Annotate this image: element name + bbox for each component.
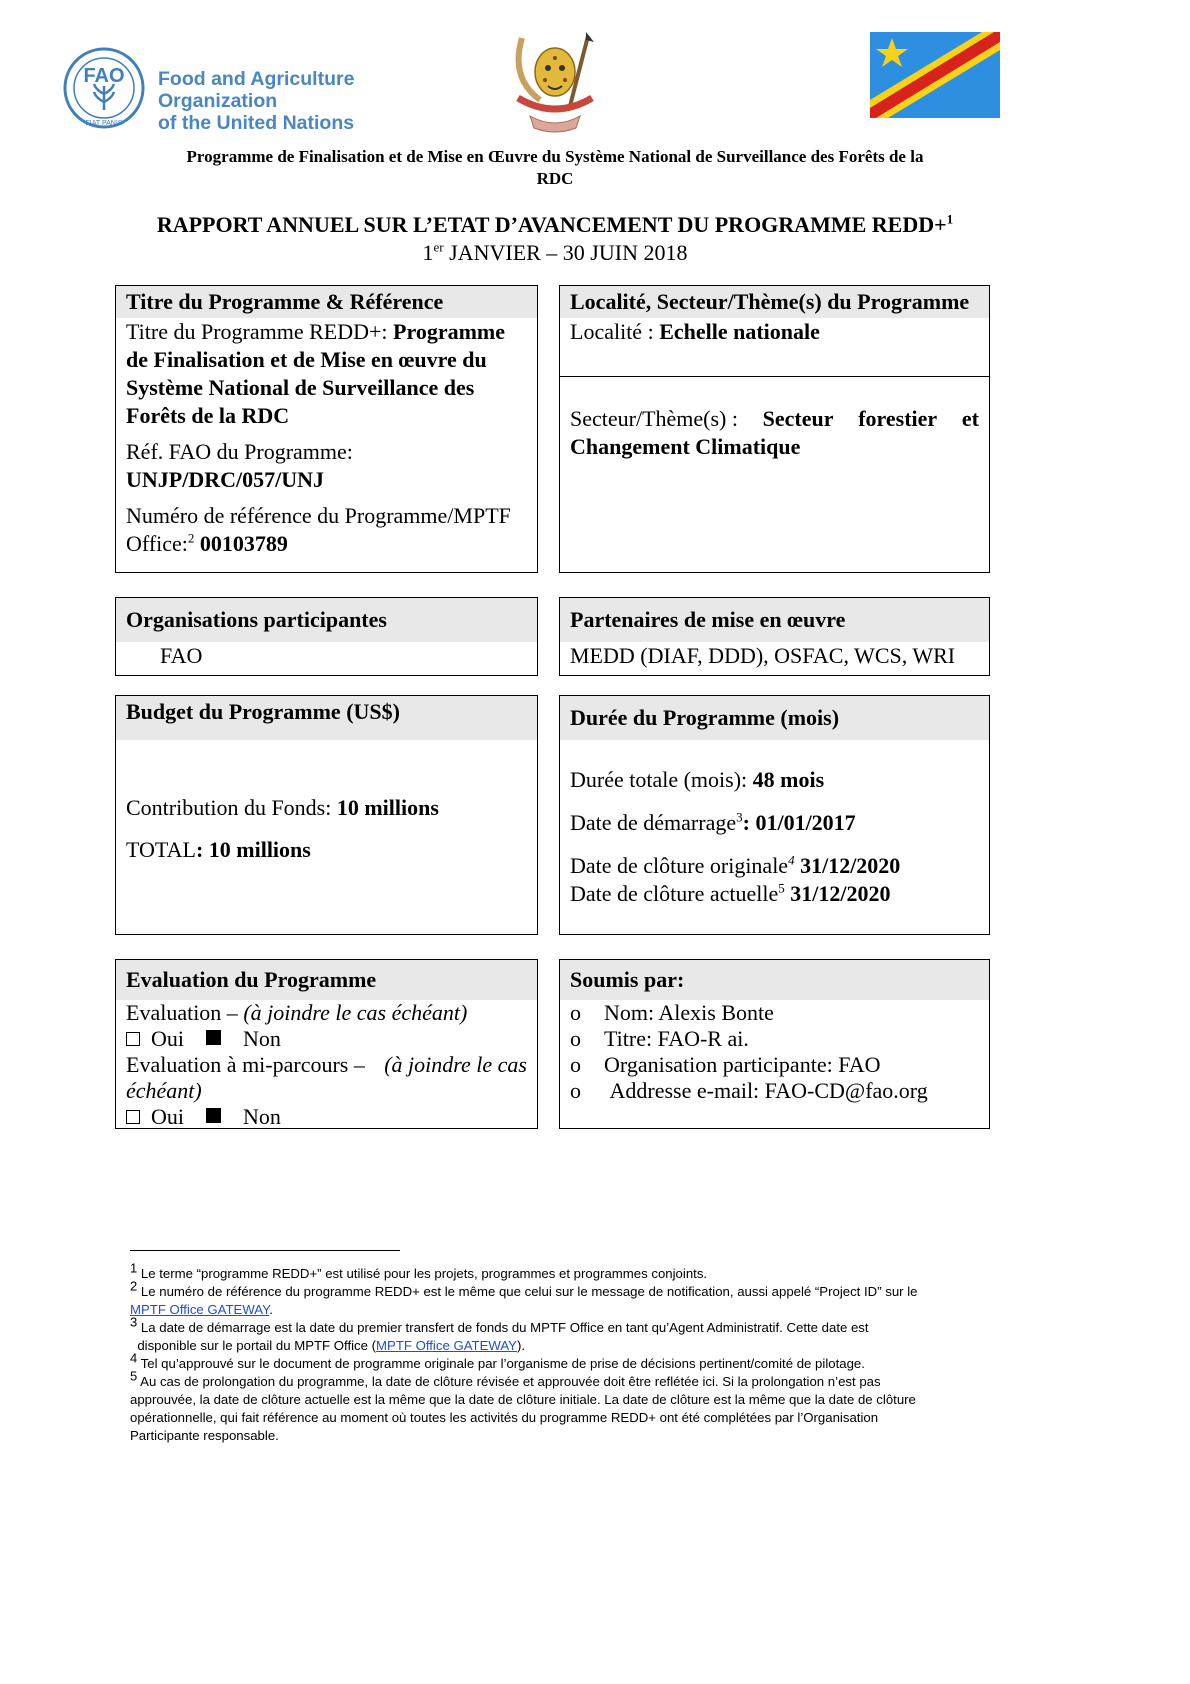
fao-letters: FAO <box>83 65 125 87</box>
oui-checkbox-2[interactable] <box>126 1110 140 1124</box>
evaluation-options: Oui Non <box>126 1026 527 1052</box>
soumis-email: o Addresse e-mail: FAO-CD@fao.org <box>570 1078 928 1103</box>
organisations-value: FAO <box>160 643 203 668</box>
footnote-3: $^3$ La date de démarrage est la date du premier transfert de fonds du MPTF Office en tant qu’Agent Administratif. Cette date est disponible sur le portail du MPTF Office (MPTF Office GATEWAY). <box>130 1314 869 1353</box>
mi-parcours-line: Evaluation à mi-parcours – (à joindre le cas <box>126 1052 527 1077</box>
date-demarrage: Date de démarrage$^3$: 01/01/2017 <box>570 809 856 835</box>
duree-totale: Durée totale (mois): 48 mois <box>570 767 825 792</box>
footnotes <box>130 1260 1010 1445</box>
non-checkbox[interactable] <box>206 1030 221 1045</box>
date-cloture-actuelle: Date de clôture actuelle$^5$ 31/12/2020 <box>570 880 891 906</box>
organisations-heading: Organisations participantes <box>116 598 537 642</box>
localite-value: Localité : Echelle nationale <box>570 319 820 344</box>
soumis-organisation: o Organisation participante: FAO <box>570 1052 881 1077</box>
fao-emblem-icon <box>62 46 146 130</box>
localite-box <box>559 285 990 573</box>
fao-name-line2: of the United Nations <box>158 112 355 134</box>
oui-checkbox[interactable] <box>126 1032 140 1046</box>
non-checkbox-2[interactable] <box>206 1108 221 1123</box>
fao-ring-text: FIAT PANIS <box>85 120 123 127</box>
date-cloture-originale: Date de clôture originale$^4$ 31/12/2020 <box>570 852 901 878</box>
program-name-line1: Programme de Finalisation et de Mise en Œuvre du Système National de Surveillance des Forêts de la <box>186 147 924 166</box>
flag-icon <box>870 32 1000 118</box>
partenaires-heading: Partenaires de mise en œuvre <box>560 598 989 642</box>
coat-of-arms-icon <box>500 28 610 138</box>
partenaires-value: MEDD (DIAF, DDD), OSFAC, WCS, WRI <box>570 643 956 668</box>
footnote-separator <box>130 1250 400 1251</box>
mi-parcours-options: Oui Non <box>126 1104 527 1130</box>
evaluation-line: Evaluation – (à joindre le cas échéant) <box>126 1000 468 1025</box>
duree-heading: Durée du Programme (mois) <box>560 696 989 740</box>
mptf-gateway-link-2[interactable]: MPTF Office GATEWAY <box>376 1338 517 1353</box>
secteur-value: Secteur/Thème(s) : Secteur forestier et Changement Climatique <box>570 406 979 459</box>
footnote-2: $^2$ Le numéro de référence du programme REDD+ est le même que celui sur le message de notification, aussi appelé “Project ID” sur le MPTF Office GATEWAY. <box>130 1278 918 1317</box>
report-title: RAPPORT ANNUEL SUR L’ETAT D’AVANCEMENT DU PROGRAMME REDD+$^1$ <box>156 211 954 237</box>
soumis-titre: o Titre: FAO-R ai. <box>570 1026 749 1051</box>
budget-heading: Budget du Programme (US$) <box>116 696 537 740</box>
soumis-box <box>559 959 990 1129</box>
footnote-1: $^1$ Le terme “programme REDD+” est utilisé pour les projets, programmes et programmes conjoints. <box>130 1260 708 1281</box>
fao-name-line1: Food and Agriculture Organization <box>158 68 355 112</box>
program-name-line2: RDC <box>536 169 574 188</box>
mptf-gateway-link[interactable]: MPTF Office GATEWAY <box>130 1302 270 1317</box>
ref-fao: Réf. FAO du Programme: UNJP/DRC/057/UNJ <box>126 439 353 492</box>
fao-logo <box>62 46 462 134</box>
footnote-5: $^5$ Au cas de prolongation du programme, la date de clôture révisée et approuvée doit être reflétée ici. Si la prolongation n’est pas approuvée, la date de clôture actuelle est la même que la date de clôture initiale. La date de clôture est la même que la date de clôture opérationnelle, qui fait référence au moment où toutes les activités du programme REDD+ ont été complétées par l’Organisation Participante responsable. <box>130 1368 916 1443</box>
localite-heading: Localité, Secteur/Thème(s) du Programme <box>560 286 989 318</box>
soumis-heading: Soumis par: <box>560 960 989 1000</box>
organisations-box <box>115 597 538 676</box>
partenaires-box <box>559 597 990 676</box>
budget-box <box>115 695 538 935</box>
report-period: 1er JANVIER – 30 JUIN 2018 <box>422 239 688 265</box>
duree-box <box>559 695 990 935</box>
titre-programme-value: Titre du Programme REDD+: Programme de Finalisation et de Mise en œuvre du Système National de Surveillance des Forêts de la RDC <box>126 319 506 428</box>
titre-programme-box <box>115 285 538 573</box>
evaluation-heading: Evaluation du Programme <box>116 960 537 1000</box>
numero-reference: Numéro de référence du Programme/MPTF Office:$^2$ 00103789 <box>126 503 511 556</box>
titre-programme-heading: Titre du Programme & Référence <box>116 286 537 318</box>
drc-coat-of-arms <box>500 28 610 138</box>
footnote-4: $^4$ Tel qu’approuvé sur le document de programme originale par l’organisme de prise de décisions pertinent/comité de pilotage. <box>130 1350 865 1371</box>
budget-total: TOTAL: 10 millions <box>126 837 311 862</box>
drc-flag <box>870 32 1000 118</box>
evaluation-box: Evaluation du Programme Evaluation – (à joindre le cas échéant) Oui Non Evaluation à mi-parcours – (à joindre le cas échéant) Oui Non <box>115 959 538 1129</box>
budget-contribution: Contribution du Fonds: 10 millions <box>126 795 439 820</box>
soumis-nom: o Nom: Alexis Bonte <box>570 1000 774 1025</box>
